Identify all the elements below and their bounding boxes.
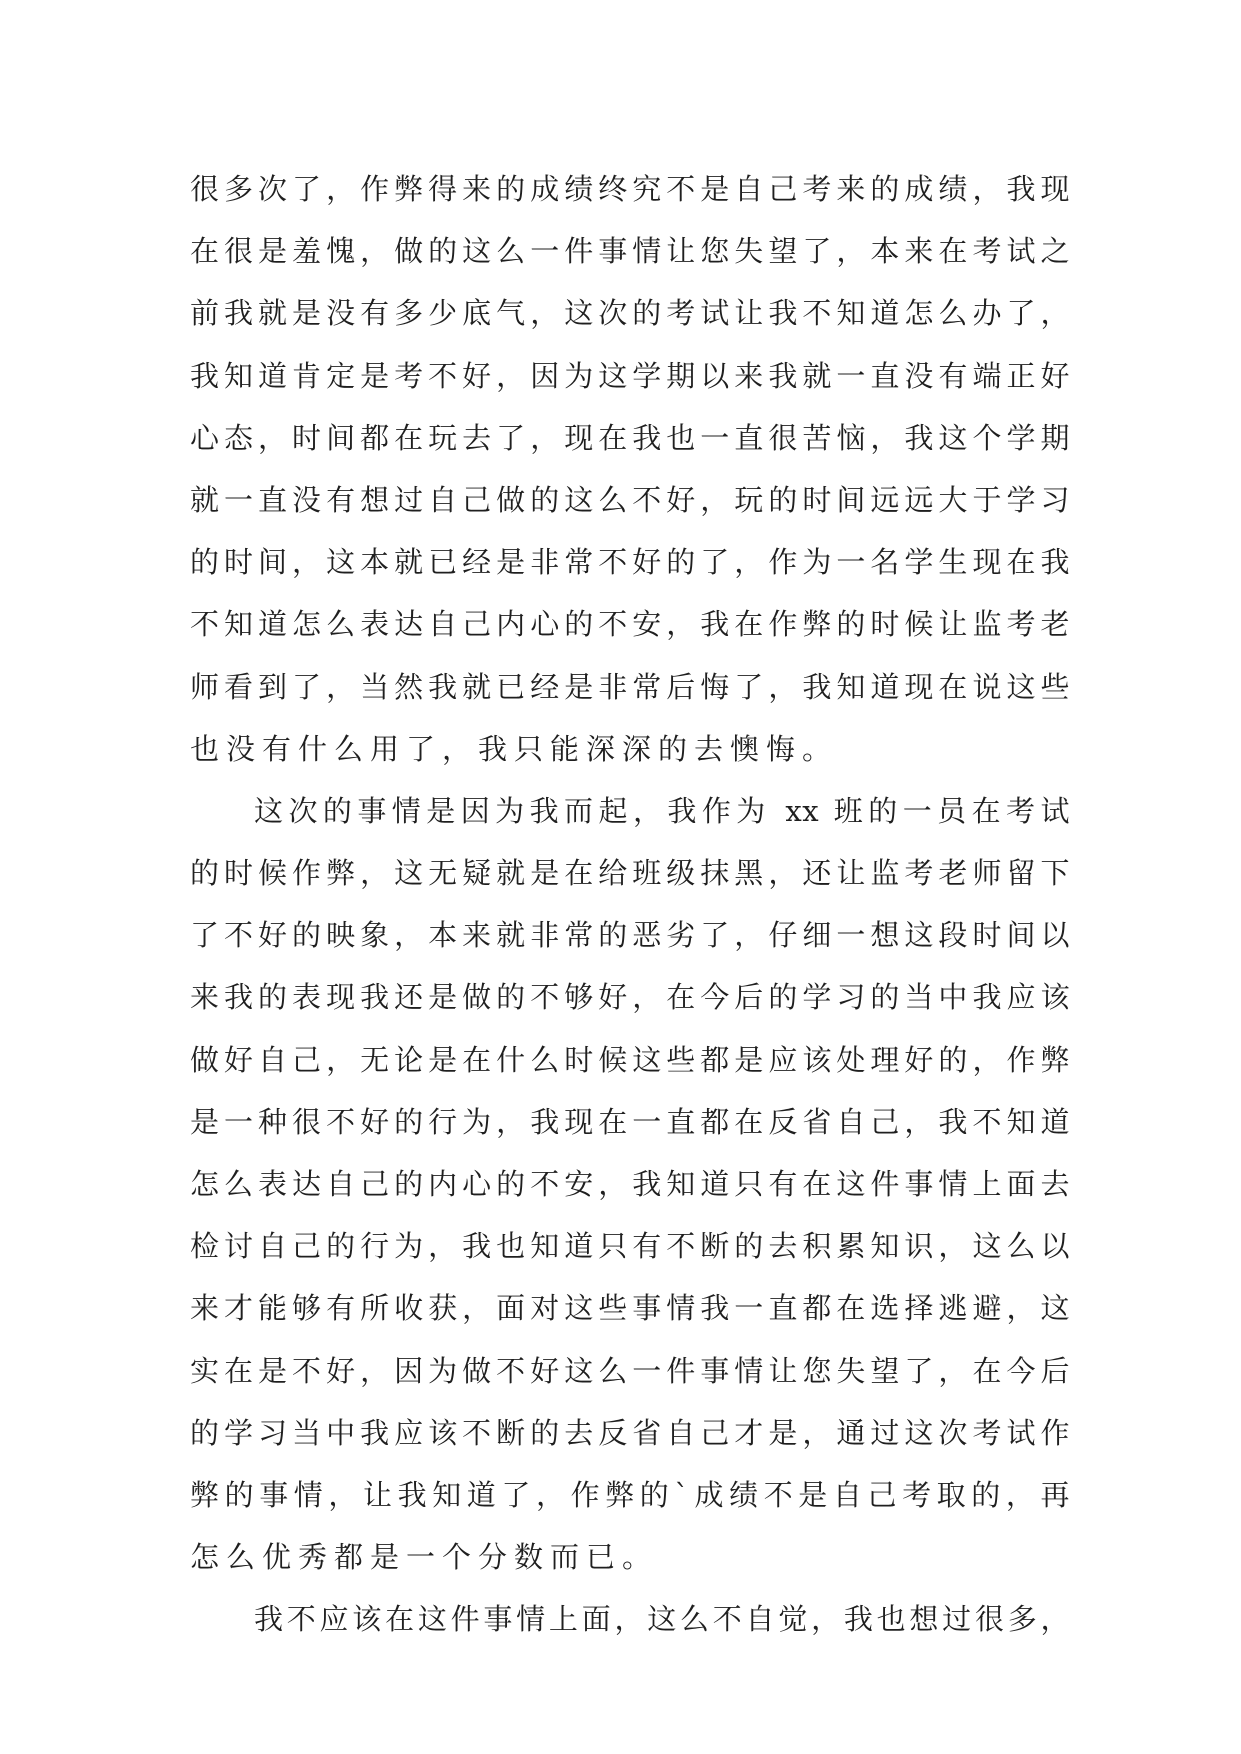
- text-line: 就一直没有想过自己做的这么不好，玩的时间远远大于学习: [190, 482, 1070, 517]
- text-line: 心态，时间都在玩去了，现在我也一直很苦恼，我这个学期: [190, 420, 1070, 455]
- paragraph: [190, 158, 1070, 780]
- text-line: 我知道肯定是考不好，因为这学期以来我就一直没有端正好: [190, 358, 1070, 393]
- text-line: 怎么优秀都是一个分数而已。: [190, 1540, 659, 1575]
- text-line: 的时候作弊，这无疑就是在给班级抹黑，还让监考老师留下: [190, 856, 1070, 891]
- text-line: 不知道怎么表达自己内心的不安，我在作弊的时候让监考老: [190, 607, 1070, 642]
- paragraph: [190, 780, 1070, 1588]
- text-line: 是一种很不好的行为，我现在一直都在反省自己，我不知道: [190, 1104, 1070, 1139]
- text-line: 的学习当中我应该不断的去反省自己才是，通过这次考试作: [190, 1415, 1070, 1450]
- text-line: 做好自己，无论是在什么时候这些都是应该处理好的，作弊: [190, 1042, 1070, 1077]
- text-line: 检讨自己的行为，我也知道只有不断的去积累知识，这么以: [190, 1229, 1070, 1264]
- text-line: 在很是羞愧，做的这么一件事情让您失望了，本来在考试之: [190, 234, 1070, 269]
- text-line: 我不应该在这件事情上面，这么不自觉，我也想过很多，: [254, 1602, 1070, 1637]
- text-line: 这次的事情是因为我而起，我作为 xx 班的一员在考试: [254, 793, 1070, 828]
- text-line: 怎么表达自己的内心的不安，我知道只有在这件事情上面去: [190, 1167, 1070, 1201]
- document-body: [190, 158, 1070, 1651]
- text-line: 实在是不好，因为做不好这么一件事情让您失望了，在今后: [190, 1353, 1070, 1388]
- text-line: 前我就是没有多少底气，这次的考试让我不知道怎么办了，: [190, 296, 1070, 331]
- text-line: 了不好的映象，本来就非常的恶劣了，仔细一想这段时间以: [190, 918, 1070, 953]
- text-line: 弊的事情，让我知道了，作弊的`成绩不是自己考取的，再: [190, 1477, 1070, 1512]
- text-line: 的时间，这本就已经是非常不好的了，作为一名学生现在我: [190, 545, 1070, 580]
- text-line: 来才能够有所收获，面对这些事情我一直都在选择逃避，这: [190, 1291, 1070, 1326]
- text-line: 很多次了，作弊得来的成绩终究不是自己考来的成绩，我现: [190, 172, 1070, 206]
- text-line: 也没有什么用了，我只能深深的去懊悔。: [190, 731, 839, 766]
- text-line: 师看到了，当然我就已经是非常后悔了，我知道现在说这些: [190, 669, 1070, 704]
- text-line: 来我的表现我还是做的不够好，在今后的学习的当中我应该: [190, 980, 1070, 1015]
- paragraph: [190, 1588, 1070, 1650]
